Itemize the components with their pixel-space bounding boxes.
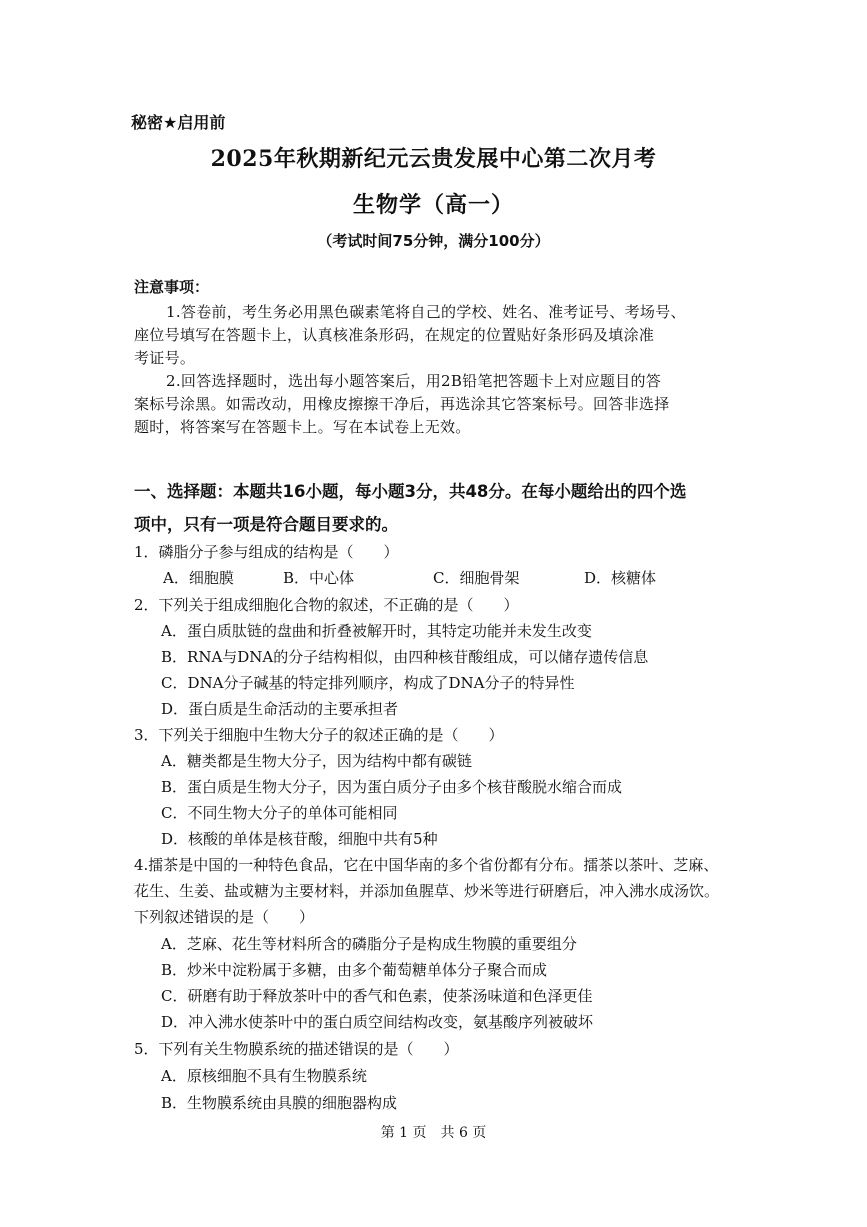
confidential-label: 秘密★启用前 [131,113,226,132]
question-1-option-d: D．核糖体 [584,569,657,587]
question-1-stem: 1．磷脂分子参与组成的结构是（ ） [134,543,399,561]
notice-item-1-line-3: 考证号。 [134,349,196,367]
question-2-option-c: C．DNA分子碱基的特定排列顺序，构成了DNA分子的特异性 [161,674,575,692]
notice-item-2-line-1: 2.回答选择题时，选出每小题答案后，用2B铅笔把答题卡上对应题目的答 [166,372,662,390]
page-number: 第 1 页 共 6 页 [380,1125,487,1141]
question-5-option-a: A．原核细胞不具有生物膜系统 [161,1067,367,1085]
notice-heading: 注意事项： [134,278,210,296]
subject-title: 生物学（高一） [352,192,514,218]
question-3-option-c: C．不同生物大分子的单体可能相同 [161,804,398,822]
notice-item-1-line-1: 1.答卷前，考生务必用黑色碳素笔将自己的学校、姓名、准考证号、考场号、 [166,303,686,321]
question-4-option-b: B．炒米中淀粉属于多糖，由多个葡萄糖单体分子聚合而成 [161,961,548,979]
section-heading-line-2: 项中，只有一项是符合题目要求的。 [134,515,398,534]
question-1-option-b: B．中心体 [283,569,355,587]
question-4-stem-line-3: 下列叙述错误的是（ ） [134,908,315,926]
exam-info: （考试时间75分钟，满分100分） [317,232,550,250]
question-4-option-a: A．芝麻、花生等材料所含的磷脂分子是构成生物膜的重要组分 [161,935,577,953]
notice-item-1-line-2: 座位号填写在答题卡上，认真核准条形码，在规定的位置贴好条形码及填涂准 [134,326,655,344]
notice-item-2-line-2: 案标号涂黑。如需改动，用橡皮擦擦干净后，再选涂其它答案标号。回答非选择 [134,395,670,413]
notice-item-2-line-3: 题时，将答案写在答题卡上。写在本试卷上无效。 [134,418,471,436]
question-4-stem-line-1: 4.擂茶是中国的一种特色食品，它在中国华南的多个省份都有分布。擂茶以茶叶、芝麻、 [134,856,719,874]
exam-title: 2025年秋期新纪元云贵发展中心第二次月考 [210,146,657,172]
question-4-option-d: D．冲入沸水使茶叶中的蛋白质空间结构改变，氨基酸序列被破坏 [161,1013,594,1031]
question-3-stem: 3．下列关于细胞中生物大分子的叙述正确的是（ ） [134,726,504,744]
question-2-option-b: B．RNA与DNA的分子结构相似，由四种核苷酸组成，可以储存遗传信息 [161,648,649,666]
question-4-option-c: C．研磨有助于释放茶叶中的香气和色素，使茶汤味道和色泽更佳 [161,987,593,1005]
question-2-stem: 2．下列关于组成细胞化合物的叙述，不正确的是（ ） [134,596,519,614]
question-1-option-c: C．细胞骨架 [433,569,520,587]
question-4-stem-line-2: 花生、生姜、盐或糖为主要材料，并添加鱼腥草、炒米等进行研磨后，冲入沸水成汤饮。 [134,882,720,900]
question-2-option-a: A．蛋白质肽链的盘曲和折叠被解开时，其特定功能并未发生改变 [161,622,592,640]
question-3-option-a: A．糖类都是生物大分子，因为结构中都有碳链 [161,752,472,770]
question-5-option-b: B．生物膜系统由具膜的细胞器构成 [161,1094,398,1112]
section-heading-line-1: 一、选择题：本题共16小题，每小题3分，共48分。在每小题给出的四个选 [134,482,687,501]
question-3-option-d: D．核酸的单体是核苷酸，细胞中共有5种 [161,830,438,848]
question-3-option-b: B．蛋白质是生物大分子，因为蛋白质分子由多个核苷酸脱水缩合而成 [161,778,623,796]
question-5-stem: 5．下列有关生物膜系统的描述错误的是（ ） [134,1040,459,1058]
question-1-option-a: A．细胞膜 [163,569,234,587]
question-2-option-d: D．蛋白质是生命活动的主要承担者 [161,700,399,718]
